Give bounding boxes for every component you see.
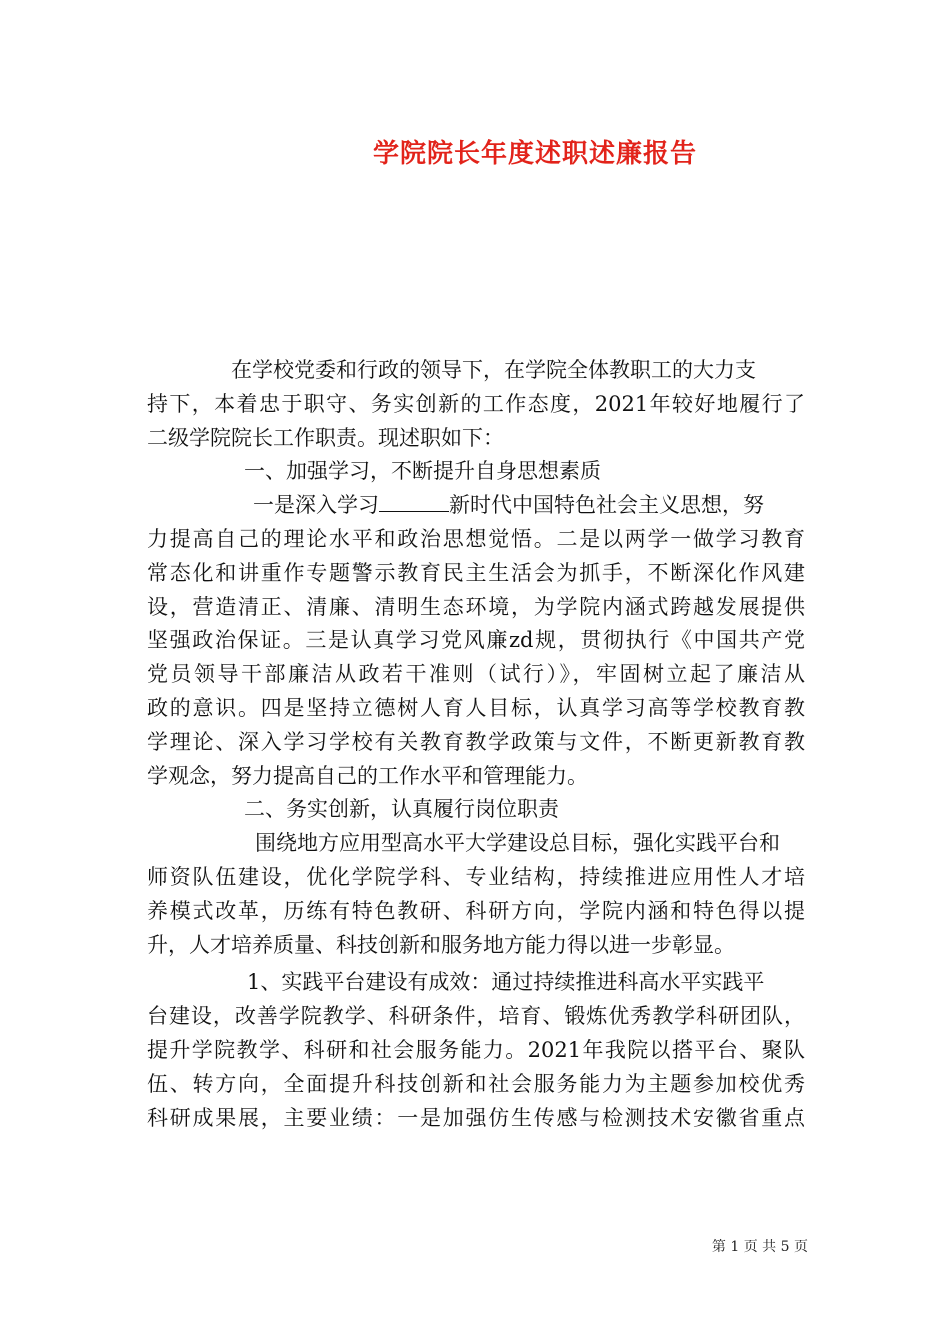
paragraph-text: 新时代中国特色社会主义思想，努: [449, 493, 764, 518]
paragraph-line-with-blank: [147, 489, 805, 523]
paragraph-line: 科研成果展，主要业绩：一是加强仿生传感与检测技术安徽省重点: [147, 1105, 805, 1130]
paragraph-line: 伍、转方向，全面提升科技创新和社会服务能力为主题参加校优秀: [147, 1071, 805, 1096]
paragraph-line: 提升学院教学、科研和社会服务能力。2021年我院以搭平台、聚队: [147, 1037, 805, 1062]
paragraph-line: 常态化和讲重作专题警示教育民主生活会为抓手，不断深化作风建: [147, 560, 805, 585]
paragraph-line: 养模式改革，历练有特色教研、科研方向，学院内涵和特色得以提: [147, 898, 805, 923]
paragraph-line: 坚强政治保证。三是认真学习党风廉zd规，贯彻执行《中国共产党: [147, 628, 805, 653]
fill-in-blank: [379, 493, 449, 512]
paragraph-line: 二级学院院长工作职责。现述职如下：: [147, 425, 504, 450]
paragraph-line: 学理论、深入学习学校有关教育教学政策与文件，不断更新教育教: [147, 729, 805, 754]
paragraph-line: 围绕地方应用型高水平大学建设总目标，强化实践平台和: [255, 831, 780, 856]
page-number-footer: 第 1 页 共 5 页: [711, 1239, 808, 1255]
paragraph-line: 持下，本着忠于职守、务实创新的工作态度，2021年较好地履行了: [147, 391, 805, 416]
section-heading-1: 一、加强学习，不断提升自身思想素质: [244, 459, 601, 484]
paragraph-line: 力提高自己的理论水平和政治思想觉悟。二是以两学一做学习教育: [147, 526, 805, 551]
paragraph-line: 在学校党委和行政的领导下，在学院全体教职工的大力支: [231, 358, 756, 382]
paragraph-line: 台建设，改善学院教学、科研条件，培育、锻炼优秀教学科研团队，: [147, 1004, 805, 1029]
section-heading-2: 二、务实创新，认真履行岗位职责: [244, 797, 559, 822]
paragraph-line: 师资队伍建设，优化学院学科、专业结构，持续推进应用性人才培: [147, 864, 805, 889]
paragraph-line: 升，人才培养质量、科技创新和服务地方能力得以进一步彰显。: [147, 932, 735, 957]
paragraph-text: 一是深入学习: [253, 493, 379, 518]
paragraph-line: 政的意识。四是坚持立德树人育人目标，认真学习高等学校教育教: [147, 695, 805, 720]
paragraph-line: 设，营造清正、清廉、清明生态环境，为学院内涵式跨越发展提供: [147, 594, 805, 619]
subsection-line: 1、实践平台建设有成效：通过持续推进科高水平实践平: [247, 970, 765, 995]
paragraph-line: 学观念，努力提高自己的工作水平和管理能力。: [147, 763, 588, 788]
document-title: 学院院长年度述职述廉报告: [372, 139, 697, 169]
paragraph-line: 党员领导干部廉洁从政若干准则（试行）》，牢固树立起了廉洁从: [147, 662, 805, 687]
document-body: [147, 354, 805, 1135]
